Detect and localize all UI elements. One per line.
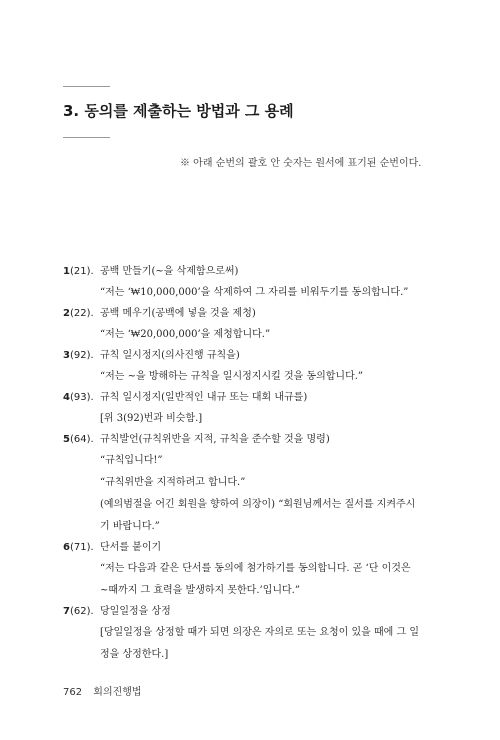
entry-example-line: “저는 ~을 방해하는 규칙을 일시정지시킬 것을 동의합니다.” [100, 371, 364, 382]
entry-example-line: 정을 상정한다.] [100, 649, 169, 660]
entry-number [63, 346, 100, 366]
entry-title: 규칙 일시정지(일반적인 내규 또는 대회 내규를) [100, 392, 308, 403]
original-number: (21). [69, 266, 94, 277]
numbering-note: ※ 아래 순번의 괄호 안 숫자는 원서에 표기된 순번이다. [180, 158, 422, 169]
list-item [63, 346, 443, 388]
entry-title: 규칙 일시정지(의사진행 규칙을) [100, 350, 240, 361]
entry-index: 5 [63, 434, 70, 445]
original-number: (93). [69, 392, 94, 403]
entry-number [63, 602, 100, 622]
entry-index: 2 [63, 308, 70, 319]
entry-example-line: (예의범절을 어긴 회원을 향하여 의장이) “회원님께서는 질서를 지켜주시 [100, 499, 416, 510]
entry-title: 규칙발언(규칙위반을 지적, 규칙을 준수할 것을 명령) [100, 434, 330, 445]
entry-title: 공백 메우기(공백에 넣을 것을 제청) [100, 308, 256, 319]
page-footer [63, 683, 142, 698]
entry-index: 4 [63, 392, 70, 403]
entry-example-line: “저는 다음과 같은 단서를 동의에 첨가하기를 동의합니다. 곧 ‘단 이것은 [100, 563, 411, 574]
page-number: 762 [63, 687, 83, 698]
entry-example-line: [위 3(92)번과 비슷함.] [100, 413, 203, 424]
original-number: (62). [69, 606, 94, 617]
entry-number [63, 388, 100, 408]
section-title: 3. 동의를 제출하는 방법과 그 용례 [63, 102, 294, 120]
entry-index: 6 [63, 542, 70, 553]
entry-title: 단서를 붙이기 [100, 542, 162, 553]
entry-index: 7 [63, 606, 70, 617]
list-item [63, 304, 443, 346]
entry-example-line: 기 바랍니다.” [100, 521, 160, 532]
list-item [63, 262, 443, 304]
list-item [63, 430, 443, 538]
entry-example-line: “규칙입니다!” [100, 455, 163, 466]
entry-title: 공백 만들기(~을 삭제함으로써) [100, 266, 239, 277]
title-underline-rule [63, 137, 110, 138]
entry-number [63, 304, 100, 324]
entry-list [63, 262, 443, 666]
top-rule [63, 86, 110, 87]
book-title: 회의진행법 [93, 687, 142, 698]
entry-example-line: “저는 ‘₩10,000,000’을 삭제하여 그 자리를 비워두기를 동의합니다.” [100, 287, 409, 298]
original-number: (64). [69, 434, 94, 445]
entry-example-line: ~때까지 그 효력을 발생하지 못한다.’입니다.” [100, 585, 300, 596]
entry-example-line: “저는 ‘₩20,000,000’을 제청합니다.” [100, 329, 271, 340]
list-item [63, 388, 443, 430]
entry-number [63, 262, 100, 282]
original-number: (22). [69, 308, 94, 319]
entry-example-line: “규칙위반을 지적하려고 합니다.” [100, 477, 246, 488]
entry-number [63, 430, 100, 450]
entry-number [63, 538, 100, 558]
entry-example-line: [당일일정을 상정할 때가 되면 의장은 자의로 또는 요청이 있을 때에 그 일 [100, 627, 420, 638]
entry-index: 1 [63, 266, 70, 277]
original-number: (71). [69, 542, 94, 553]
list-item [63, 602, 443, 666]
entry-index: 3 [63, 350, 70, 361]
list-item [63, 538, 443, 602]
entry-title: 당일일정을 상정 [100, 606, 171, 617]
original-number: (92). [69, 350, 94, 361]
